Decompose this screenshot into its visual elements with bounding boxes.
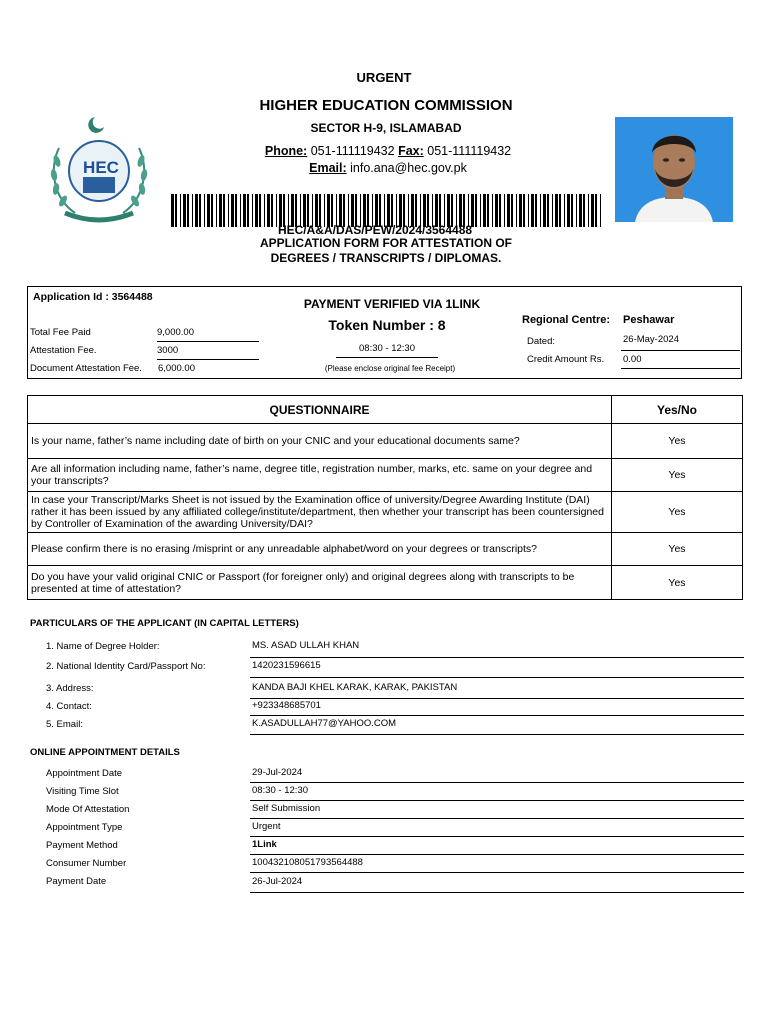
appointment-value-type: Urgent [250,821,744,837]
email-value: info.ana@hec.gov.pk [350,161,467,175]
table-row [28,424,743,459]
applicant-section-title: PARTICULARS OF THE APPLICANT (IN CAPITAL LETTERS) [30,618,299,629]
applicant-value-email: K.ASADULLAH77@YAHOO.COM [250,718,744,735]
appointment-value-mode: Self Submission [250,803,744,819]
questionnaire-table [27,395,743,600]
barcode-text: HEC/A&A/DAS/PEW/2024/3564488 [277,223,473,237]
applicant-value-contact: +923348685701 [250,700,744,716]
answer-text: Yes [612,459,743,492]
appointment-value-date: 29-Jul-2024 [250,767,744,783]
org-title: HIGHER EDUCATION COMMISSION [259,97,513,114]
phone-label: Phone: [264,144,308,158]
dated-label: Dated: [527,336,555,347]
question-text: Do you have your valid original CNIC or Passport (for foreigner only) and original degrees along with transcripts to be presented at time of attestation? [28,566,612,600]
regional-centre-label: Regional Centre: [522,314,611,326]
table-row [28,492,743,533]
applicant-label-email: 5. Email: [46,719,83,730]
token-number: Token Number : 8 [328,317,446,333]
appointment-value-payment-date: 26-Jul-2024 [250,876,744,893]
svg-text:HEC: HEC [83,158,119,177]
questionnaire-header-row [28,396,743,424]
form-title-line-2: DEGREES / TRANSCRIPTS / DIPLOMAS. [270,251,502,265]
applicant-label-contact: 4. Contact: [46,701,92,712]
appointment-value-consumer: 100432108051793564488 [250,857,744,873]
org-address: SECTOR H-9, ISLAMABAD [310,121,462,135]
appointment-label-consumer: Consumer Number [46,858,127,869]
application-id: Application Id : 3564488 [33,291,153,303]
fee-label-document: Document Attestation Fee. [30,363,142,374]
appointment-label-type: Appointment Type [46,822,123,833]
fax-value: 051-111119432 [427,144,512,158]
token-time-slot: 08:30 - 12:30 [336,343,438,358]
questionnaire-header: QUESTIONNAIRE [28,396,612,424]
answer-text: Yes [612,533,743,566]
email-label: Email: [309,161,347,175]
fee-value-document: 6,000.00 [158,363,195,374]
table-row [28,566,743,600]
regional-centre-value: Peshawar [623,314,675,326]
answer-text: Yes [612,492,743,533]
appointment-section-title: ONLINE APPOINTMENT DETAILS [30,747,180,758]
credit-amount-label: Credit Amount Rs. [527,354,605,365]
question-text: In case your Transcript/Marks Sheet is not issued by the Examination office of university/Degree Awarding Institute (DAI) rather it has been issued by any affiliated college/institute/department, then whether your transcript has been countersigned by Controller of Examination of the awarding University/DAI? [28,492,612,533]
hec-logo-icon [45,113,153,225]
answer-text: Yes [612,424,743,459]
appointment-label-method: Payment Method [46,840,118,851]
fee-value-attestation: 3000 [157,345,259,360]
appointment-label-mode: Mode Of Attestation [46,804,130,815]
form-title-line-1: APPLICATION FORM FOR ATTESTATION OF [260,236,512,250]
table-row [28,459,743,492]
applicant-label-cnic: 2. National Identity Card/Passport No: [46,661,206,672]
appointment-label-slot: Visiting Time Slot [46,786,119,797]
appointment-label-payment-date: Payment Date [46,876,107,887]
table-row [28,533,743,566]
fee-label-total: Total Fee Paid [30,327,91,338]
applicant-label-name: 1. Name of Degree Holder: [46,641,160,652]
dated-value: 26-May-2024 [621,334,740,351]
urgent-label: URGENT [356,70,412,85]
applicant-value-cnic: 1420231596615 [250,660,744,678]
applicant-value-address: KANDA BAJI KHEL KARAK, KARAK, PAKISTAN [250,682,744,699]
fee-value-total: 9,000.00 [157,327,259,342]
applicant-photo [615,117,733,222]
yes-no-header: Yes/No [612,396,743,424]
question-text: Please confirm there is no erasing /misprint or any unreadable alphabet/word on your degrees or transcripts? [28,533,612,566]
applicant-label-address: 3. Address: [46,683,94,694]
appointment-label-date: Appointment Date [46,768,123,779]
appointment-value-method: 1Link [250,839,744,855]
fee-receipt-note: (Please enclose original fee Receipt) [324,364,456,373]
question-text: Are all information including name, father’s name, degree title, registration number, marks, etc. same on your degree and your transcripts? [28,459,612,492]
payment-verified: PAYMENT VERIFIED VIA 1LINK [303,297,481,311]
applicant-value-name: MS. ASAD ULLAH KHAN [250,640,744,658]
appointment-value-slot: 08:30 - 12:30 [250,785,744,801]
question-text: Is your name, father’s name including date of birth on your CNIC and your educational documents same? [28,424,612,459]
answer-text: Yes [612,566,743,600]
fax-label: Fax: [398,144,424,158]
fee-label-attestation: Attestation Fee. [30,345,97,356]
phone-value: 051-111119432 [310,144,395,158]
credit-amount-value: 0.00 [621,354,740,369]
